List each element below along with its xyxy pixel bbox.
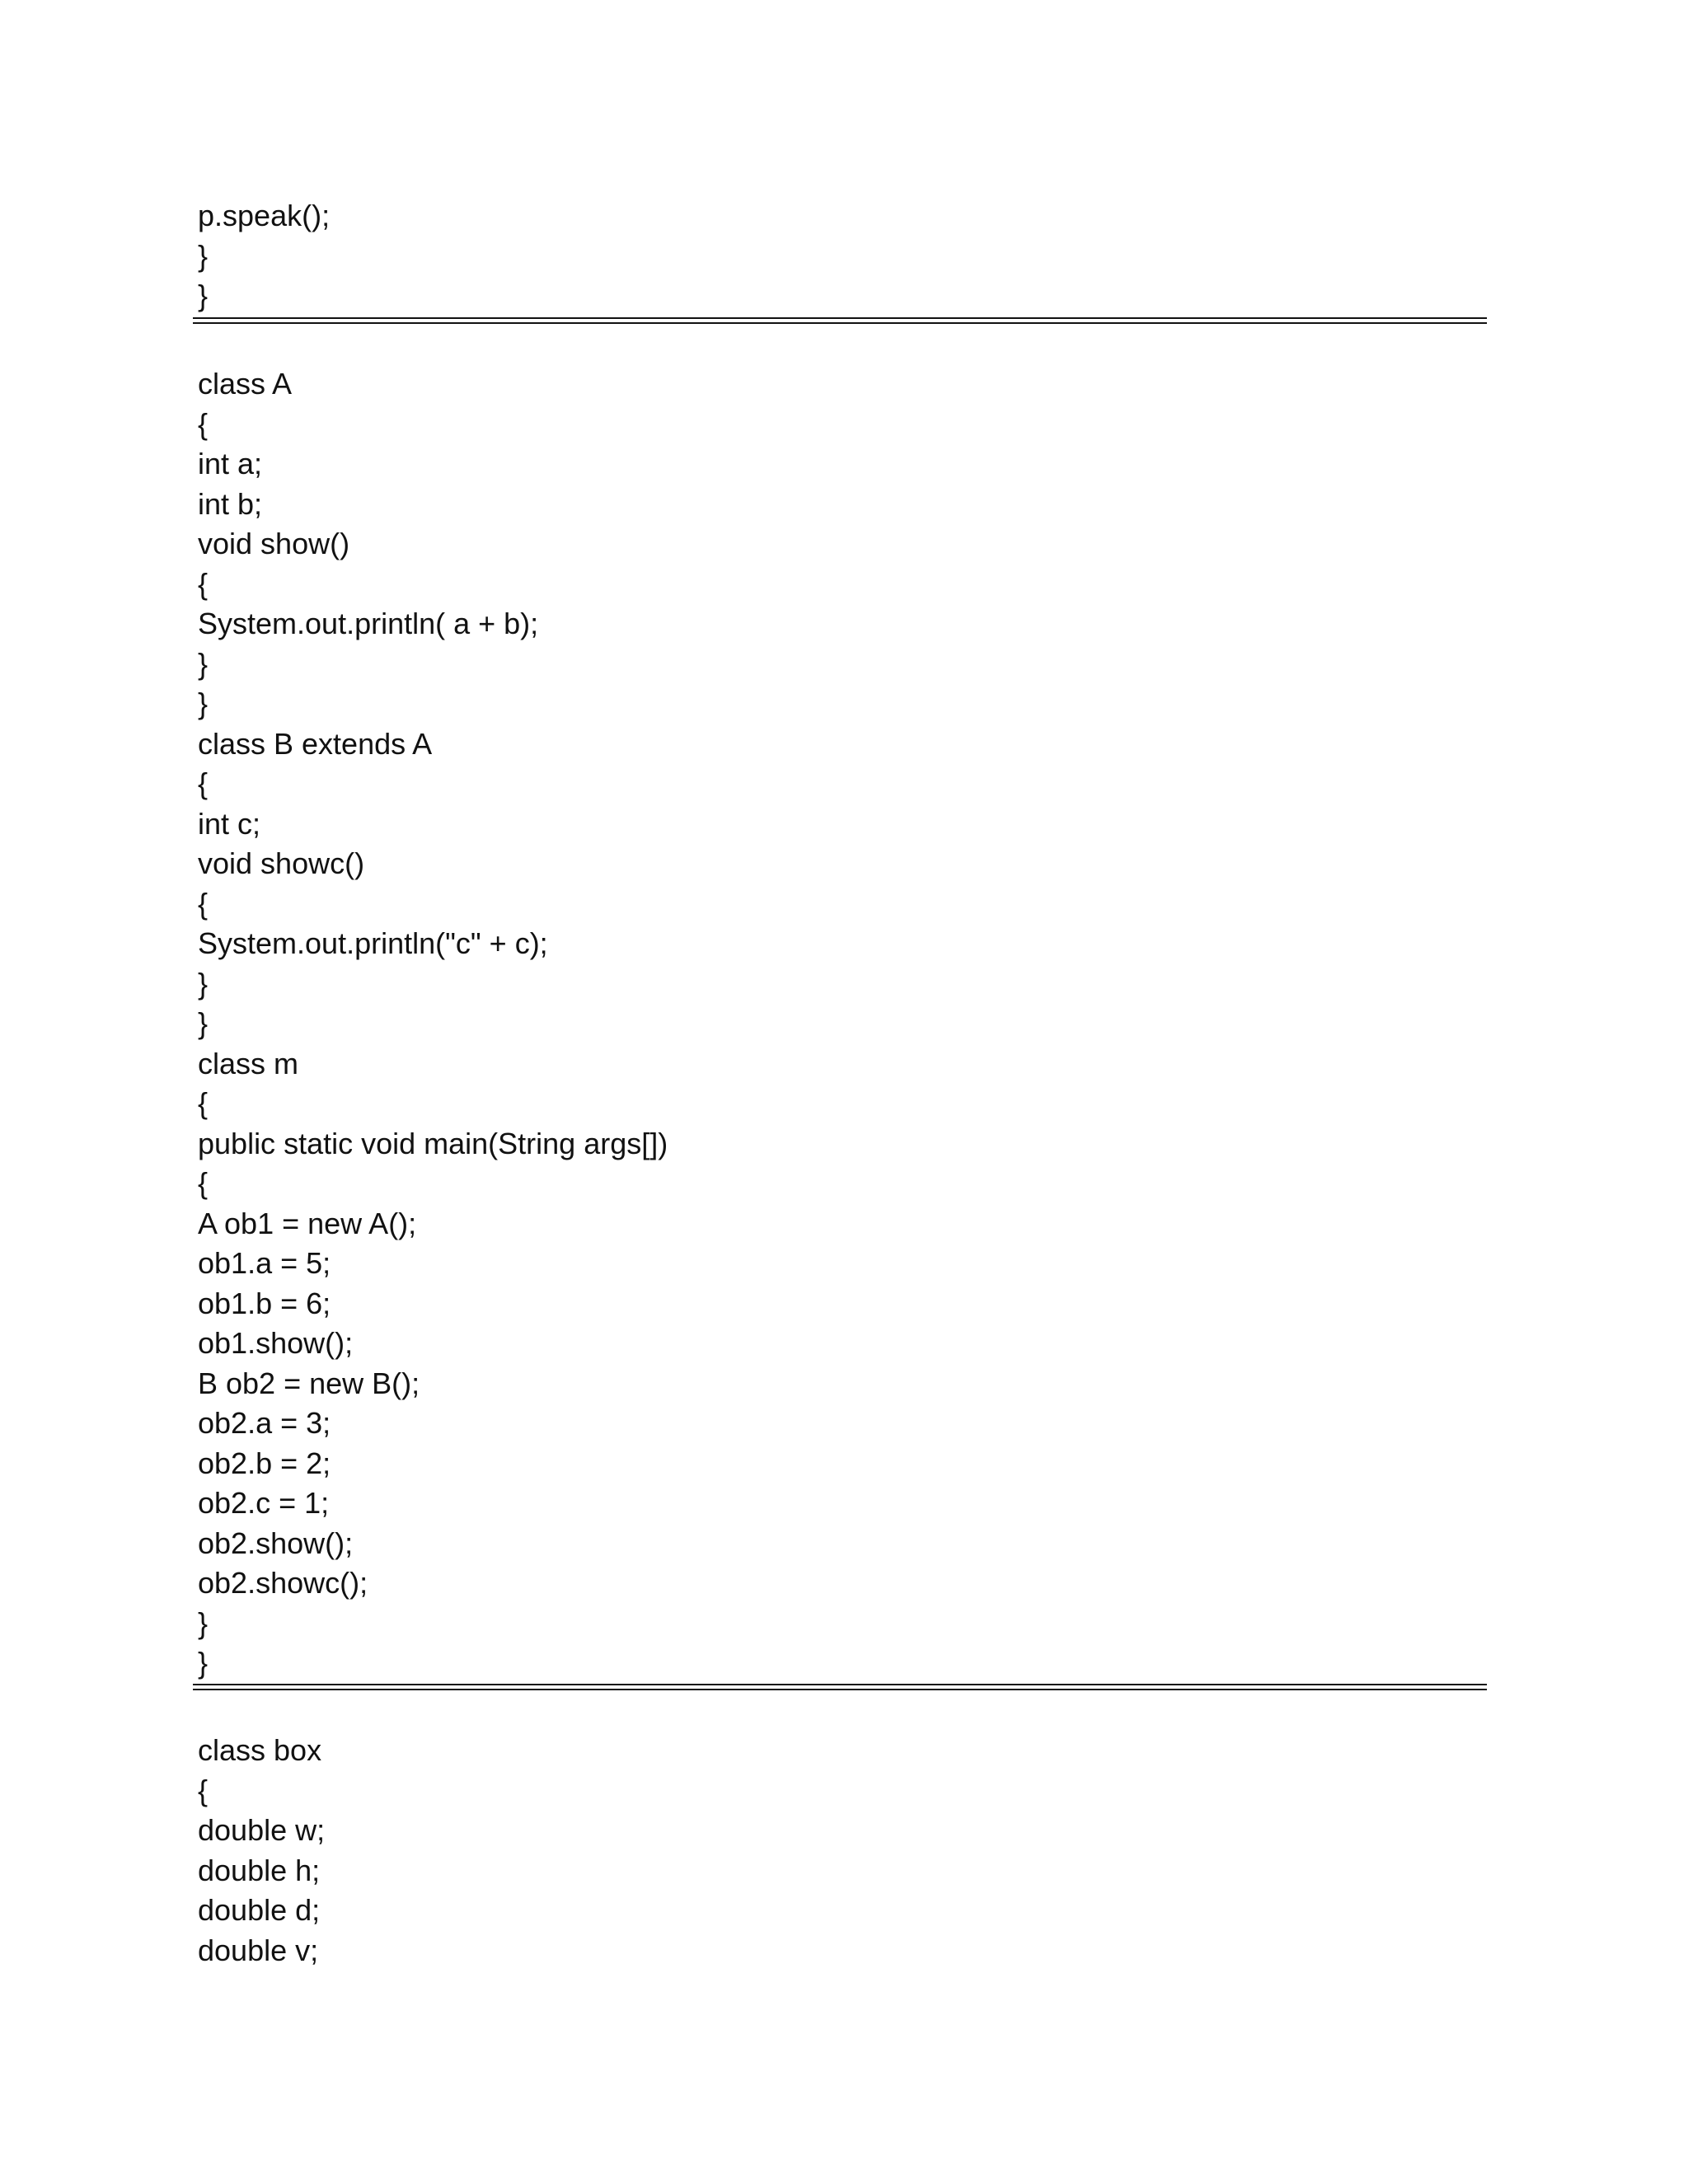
code-line: class m <box>198 1046 299 1080</box>
code-line: ob2.b = 2; <box>198 1446 331 1480</box>
code-line: } <box>198 687 209 720</box>
code-line: } <box>198 1646 209 1680</box>
code-line: } <box>198 279 209 312</box>
code-line: p.speak(); <box>198 199 331 232</box>
code-line: { <box>198 406 209 441</box>
code-line: ob2.a = 3; <box>198 1406 331 1440</box>
code-line: ob1.b = 6; <box>198 1286 331 1320</box>
code-line: class B extends A <box>198 726 433 761</box>
code-line: { <box>198 1086 209 1120</box>
code-line: { <box>198 1166 209 1200</box>
code-line: System.out.println("c" + c); <box>198 926 548 960</box>
code-line: class A <box>198 367 293 401</box>
code-line: System.out.println( a + b); <box>198 607 539 640</box>
code-line: int c; <box>198 806 261 841</box>
code-line: ob2.showc(); <box>198 1566 368 1600</box>
code-line: public static void main(String args[]) <box>198 1126 668 1160</box>
code-line: ob2.c = 1; <box>198 1486 330 1520</box>
code-line: } <box>198 1006 209 1040</box>
code-line: double d; <box>198 1893 321 1927</box>
code-line: ob1.a = 5; <box>198 1246 331 1280</box>
code-line: double w; <box>198 1813 326 1847</box>
code-line: ob2.show(); <box>198 1526 354 1560</box>
code-line: ob1.show(); <box>198 1326 354 1360</box>
code-line: int a; <box>198 447 263 480</box>
code-line: A ob1 = new A(); <box>198 1206 417 1240</box>
code-block-3 <box>198 1731 1484 1971</box>
code-line: class box <box>198 1733 322 1767</box>
section-divider <box>193 1684 1487 1690</box>
code-block-2 <box>198 364 1484 1684</box>
code-line: void showc() <box>198 846 365 880</box>
code-line: } <box>198 238 209 273</box>
code-line: { <box>198 1773 209 1807</box>
code-line: void show() <box>198 527 350 560</box>
code-line: } <box>198 966 209 1001</box>
section-divider <box>193 317 1487 324</box>
code-line: { <box>198 566 209 601</box>
code-line: int b; <box>198 486 263 521</box>
code-line: { <box>198 766 209 800</box>
code-line: } <box>198 646 209 681</box>
code-line: double v; <box>198 1933 319 1967</box>
code-line: B ob2 = new B(); <box>198 1366 420 1400</box>
code-line: { <box>198 886 209 921</box>
code-line: } <box>198 1605 209 1640</box>
code-block-1 <box>198 196 1484 316</box>
code-line: double h; <box>198 1853 321 1887</box>
